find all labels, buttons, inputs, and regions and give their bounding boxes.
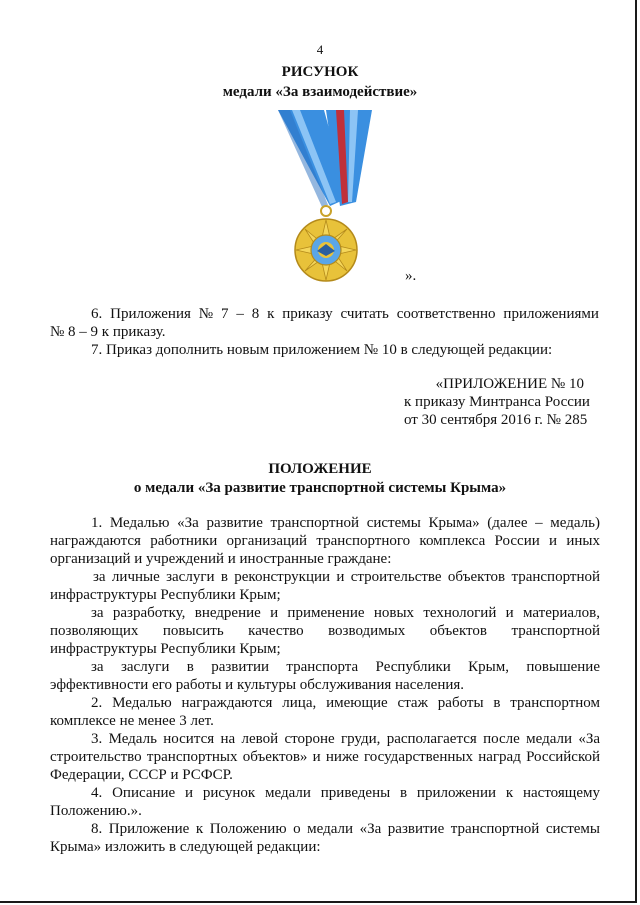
page-number: 4: [316, 42, 324, 57]
regulation-subtitle: о медали «За развитие транспортной системы Крыма»: [133, 480, 507, 496]
figure-title: РИСУНОК: [281, 64, 359, 80]
paragraph-1a: за личные заслуги в реконструкции и строительстве объектов транспортной инфраструктуры Республики Крым;: [50, 569, 600, 603]
paragraph-1c: за заслуги в развитии транспорта Республики Крым, повышение эффективности его работы и культуры обслуживания населения.: [50, 659, 600, 693]
paragraph-3: 3. Медаль носится на левой стороне груди, располагается после медали «За строительство транспортных объектов» и ниже государственных наград Российской Федерации, СССР и РСФСР.: [50, 731, 600, 783]
appendix-line1: «ПРИЛОЖЕНИЕ № 10: [435, 376, 584, 392]
item6-line2: № 8 – 9 к приказу.: [50, 324, 166, 340]
item8: 8. Приложение к Положению о медали «За развитие транспортной системы Крыма» изложить в следующей редакции:: [50, 821, 600, 855]
regulation-title: ПОЛОЖЕНИЕ: [268, 461, 372, 477]
appendix-line3: от 30 сентября 2016 г. № 285: [404, 412, 588, 428]
figure-closing: ».: [405, 268, 417, 284]
item7: 7. Приказ дополнить новым приложением № 10 в следующей редакции:: [91, 342, 553, 358]
figure-subtitle: медали «За взаимодействие»: [222, 84, 418, 100]
paragraph-1: 1. Медалью «За развитие транспортной системы Крыма» (далее – медаль) награждаются работники организаций транспортного комплекса России и иных организаций и учреждений и иностранные граждане:: [50, 515, 600, 567]
paragraph-2: 2. Медалью награждаются лица, имеющие стаж работы в транспортном комплексе не менее 3 лет.: [50, 695, 600, 729]
appendix-line2: к приказу Минтранса России: [404, 394, 590, 410]
paragraph-4: 4. Описание и рисунок медали приведены в приложении к настоящему Положению.».: [50, 785, 600, 819]
item6-line1: 6. Приложения № 7 – 8 к приказу считать соответственно приложениями: [91, 306, 599, 322]
medal-icon: [270, 110, 380, 285]
medal-illustration: [270, 110, 380, 285]
appendix-header: [404, 375, 590, 429]
paragraph-1b: за разработку, внедрение и применение новых технологий и материалов, позволяющих повысить качество возводимых объектов транспортной инфраструктуры Республики Крым;: [50, 605, 600, 657]
